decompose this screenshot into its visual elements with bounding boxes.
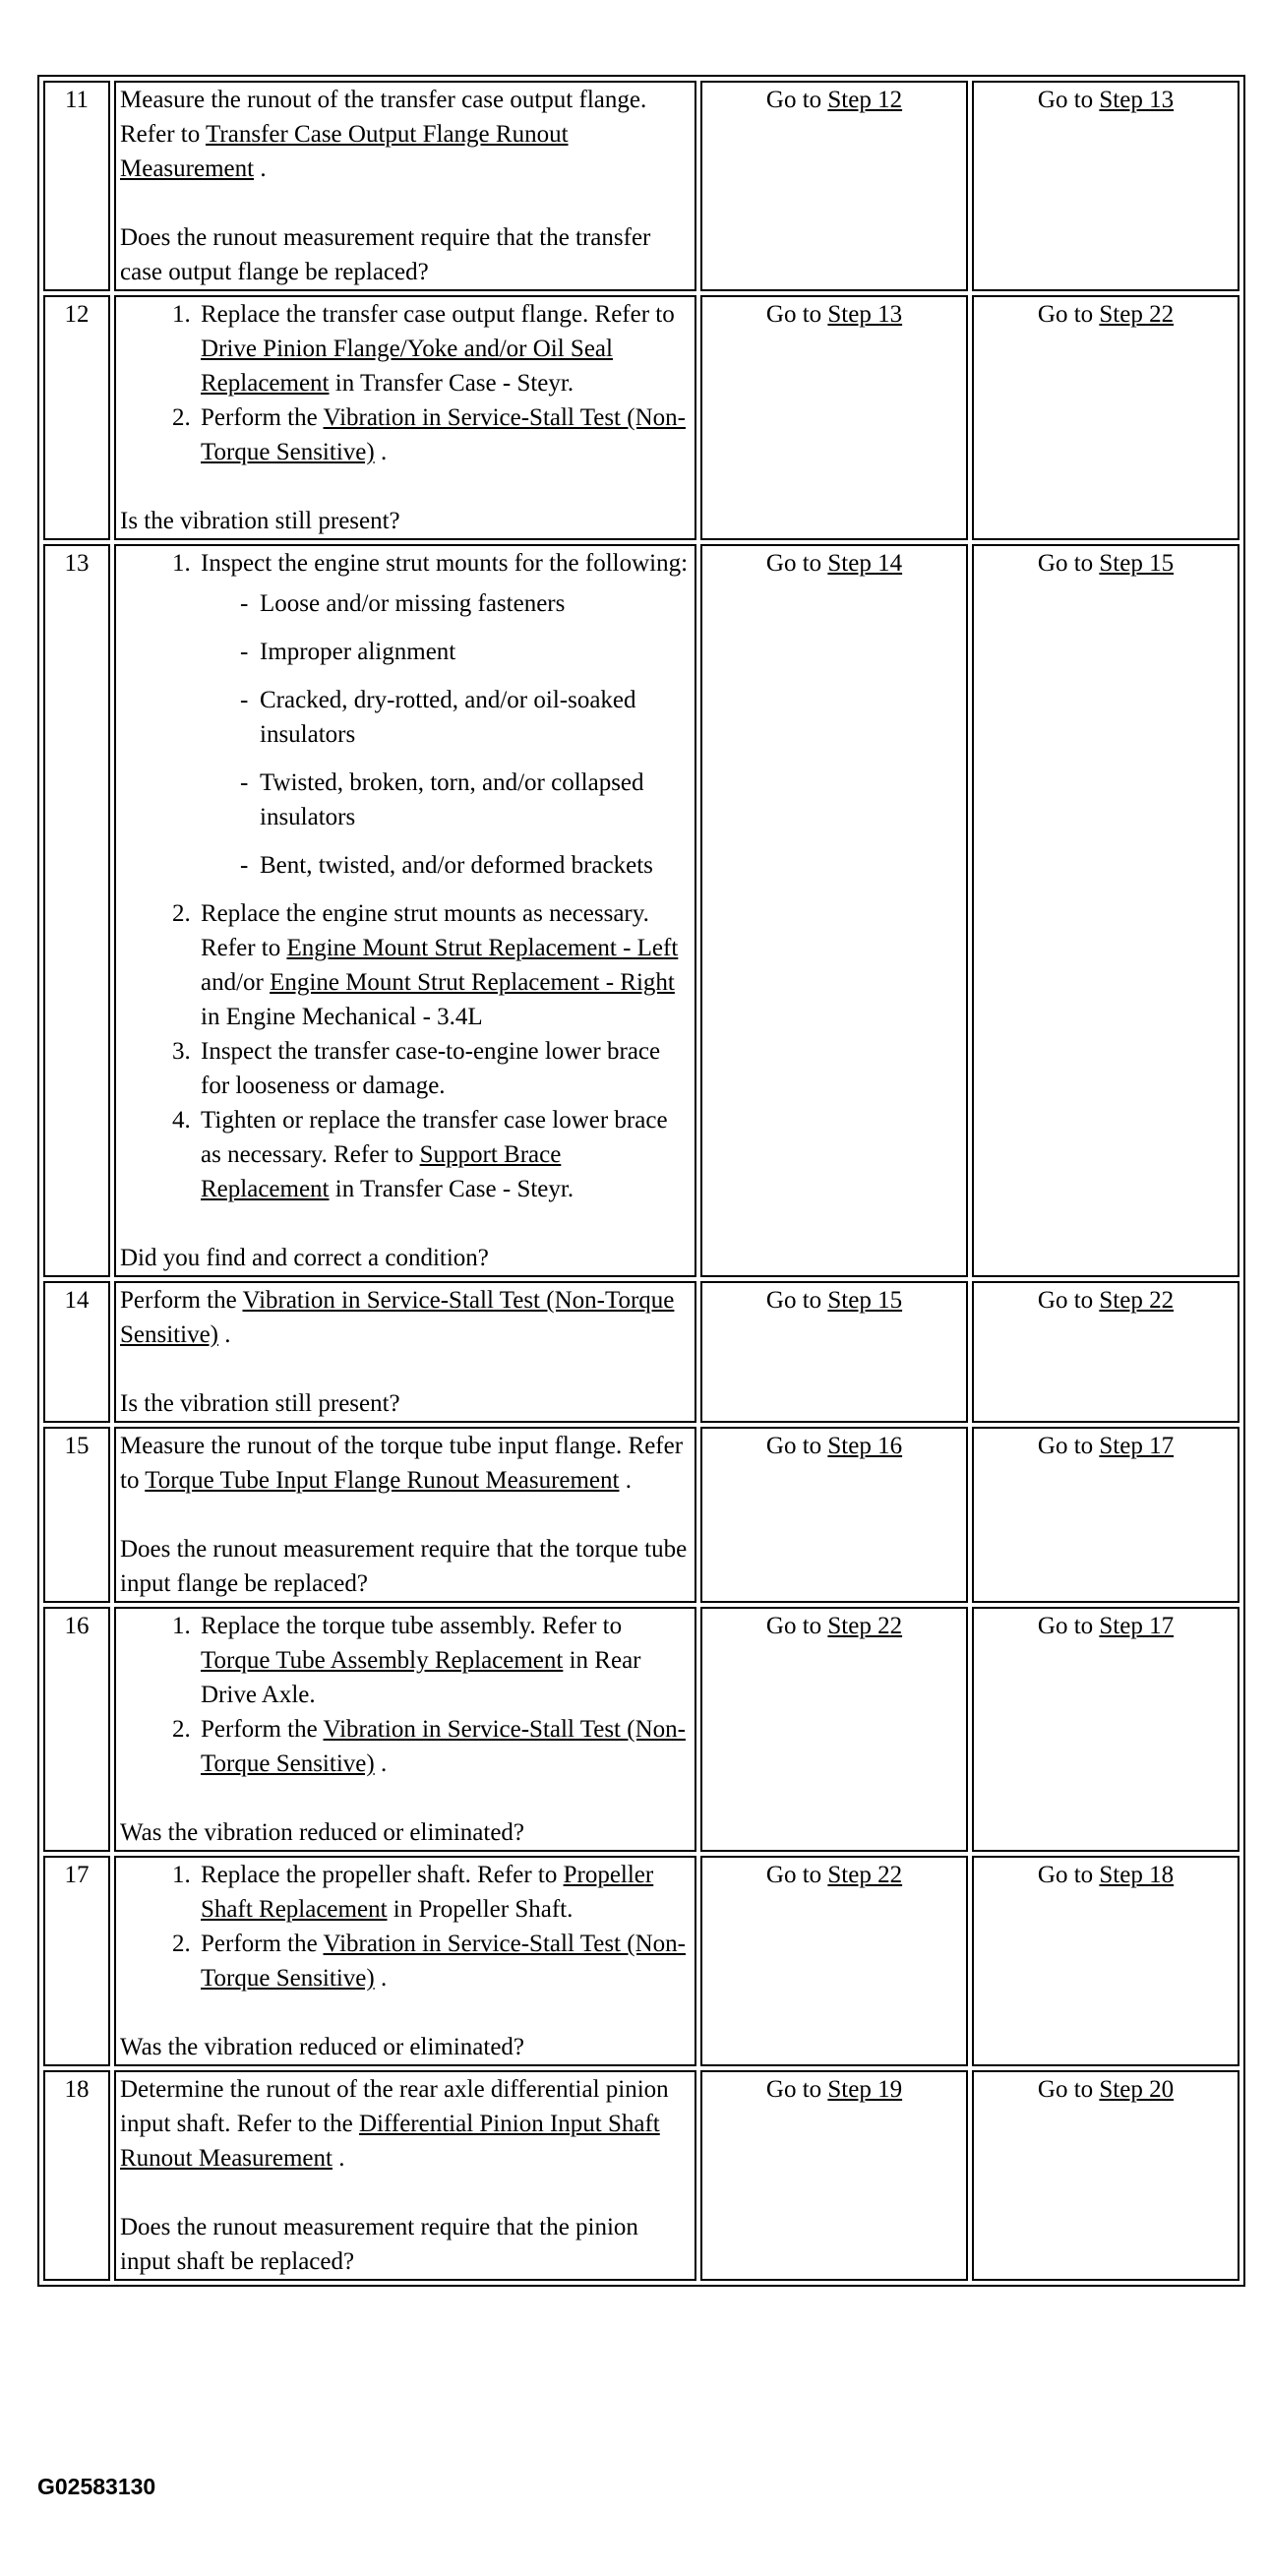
goto-text: Go to (765, 301, 828, 328)
no-outcome (972, 2070, 1239, 2281)
step-number: 13 (43, 544, 110, 1277)
step-action (114, 1427, 696, 1603)
spacer (120, 1995, 691, 2030)
procedure-item (197, 400, 691, 469)
action-text: Replace the transfer case output flange. Refer to (201, 301, 675, 328)
action-text: Inspect the engine strut mounts for the following: (201, 550, 689, 577)
step-action (114, 1607, 696, 1852)
action-text: . (374, 1750, 388, 1777)
no-outcome (972, 81, 1239, 291)
procedure-item (197, 1103, 691, 1206)
goto-text: Go to (765, 1862, 828, 1888)
no-outcome (972, 295, 1239, 540)
reference-link[interactable]: Torque Tube Input Flange Runout Measurement (145, 1467, 620, 1494)
action-text: Replace the torque tube assembly. Refer to (201, 1613, 623, 1639)
procedure-item (197, 896, 691, 1034)
reference-link[interactable]: Drive Pinion Flange/Yoke and/or Oil Seal Replacement (201, 336, 613, 397)
reference-link[interactable]: Propeller Shaft Replacement (201, 1862, 654, 1923)
action-text: . (374, 1965, 388, 1992)
reference-link[interactable]: Vibration in Service-Stall Test (Non-Torque Sensitive) (201, 1931, 686, 1992)
step-link[interactable]: Step 20 (1099, 2076, 1175, 2103)
yes-outcome (700, 1856, 968, 2066)
action-text: . (332, 2145, 345, 2172)
step-link[interactable]: Step 17 (1099, 1433, 1175, 1459)
procedure-list (120, 546, 691, 1206)
action-text: Replace the propeller shaft. Refer to (201, 1862, 564, 1888)
step-number: 14 (43, 1281, 110, 1423)
goto-text: Go to (765, 2076, 828, 2103)
step-link[interactable]: Step 13 (1099, 87, 1175, 113)
action-text: in Transfer Case - Steyr. (329, 370, 574, 397)
inspection-item: - Improper alignment (240, 635, 691, 669)
step-row (43, 295, 1239, 540)
step-question: Was the vibration reduced or eliminated? (120, 2034, 525, 2060)
action-paragraph (120, 1283, 691, 1352)
action-text: . (374, 439, 388, 465)
spacer (120, 2176, 691, 2210)
step-number: 17 (43, 1856, 110, 2066)
step-number: 16 (43, 1607, 110, 1852)
goto-text: Go to (1037, 550, 1100, 577)
action-text: and/or (201, 969, 271, 996)
step-link[interactable]: Step 22 (827, 1613, 903, 1639)
step-question: Is the vibration still present? (120, 1390, 400, 1417)
spacer (120, 1781, 691, 1815)
yes-outcome (700, 1427, 968, 1603)
step-question: Did you find and correct a condition? (120, 1245, 489, 1271)
yes-outcome (700, 295, 968, 540)
step-row (43, 544, 1239, 1277)
action-text: in Transfer Case - Steyr. (329, 1176, 574, 1202)
step-link[interactable]: Step 22 (827, 1862, 903, 1888)
action-text: Inspect the transfer case-to-engine lower brace for looseness or damage. (201, 1038, 661, 1099)
step-action (114, 544, 696, 1277)
procedure-item (197, 546, 691, 883)
spacer (120, 1206, 691, 1241)
inspection-item: - Twisted, broken, torn, and/or collapsed insulators (240, 766, 691, 834)
inspection-list (201, 586, 691, 883)
step-question: Does the runout measurement require that the transfer case output flange be replaced? (120, 224, 651, 285)
goto-text: Go to (765, 87, 828, 113)
procedure-item (197, 297, 691, 400)
no-outcome (972, 1427, 1239, 1603)
inspection-item: - Loose and/or missing fasteners (240, 586, 691, 621)
step-link[interactable]: Step 13 (827, 301, 903, 328)
step-row (43, 2070, 1239, 2281)
yes-outcome (700, 81, 968, 291)
action-text: in Engine Mechanical - 3.4L (201, 1004, 483, 1030)
yes-outcome (700, 1281, 968, 1423)
procedure-item (197, 1609, 691, 1712)
no-outcome (972, 1281, 1239, 1423)
step-question: Does the runout measurement require that the torque tube input flange be replaced? (120, 1536, 688, 1597)
goto-text: Go to (1037, 1613, 1100, 1639)
step-question: Does the runout measurement require that the pinion input shaft be replaced? (120, 2214, 638, 2275)
action-paragraph (120, 83, 691, 186)
inspection-item: - Bent, twisted, and/or deformed brackets (240, 848, 691, 883)
action-paragraph (120, 1429, 691, 1498)
step-link[interactable]: Step 16 (827, 1433, 903, 1459)
step-row (43, 1427, 1239, 1603)
spacer (120, 1498, 691, 1532)
action-text: Replace the engine strut mounts as necessary. Refer to (201, 900, 649, 961)
step-link[interactable]: Step 12 (827, 87, 903, 113)
reference-link[interactable]: Vibration in Service-Stall Test (Non-Torque Sensitive) (201, 404, 686, 465)
spacer (120, 469, 691, 504)
step-action (114, 1856, 696, 2066)
action-text: Perform the (201, 404, 324, 431)
procedure-item (197, 1927, 691, 1995)
step-link[interactable]: Step 22 (1099, 1287, 1175, 1314)
reference-link[interactable]: Support Brace Replacement (201, 1141, 562, 1202)
yes-outcome (700, 544, 968, 1277)
step-number: 15 (43, 1427, 110, 1603)
action-text: Perform the (201, 1716, 324, 1743)
reference-link[interactable]: Transfer Case Output Flange Runout Measurement (120, 121, 569, 182)
goto-text: Go to (1037, 301, 1100, 328)
step-row (43, 81, 1239, 291)
action-text: Measure the runout of the transfer case output flange. Refer to (120, 87, 647, 148)
action-text: Determine the runout of the rear axle differential pinion input shaft. Refer to the (120, 2076, 669, 2137)
procedure-list (120, 1858, 691, 1995)
action-text: Tighten or replace the transfer case lower brace as necessary. Refer to (201, 1107, 668, 1168)
reference-link[interactable]: Engine Mount Strut Replacement - Right (270, 969, 675, 996)
action-text: Perform the (120, 1287, 243, 1314)
goto-text: Go to (765, 550, 828, 577)
reference-link[interactable]: Differential Pinion Input Shaft Runout Measurement (120, 2111, 660, 2172)
step-action (114, 295, 696, 540)
step-number: 12 (43, 295, 110, 540)
steps-table-body (43, 81, 1239, 2281)
figure-id: G02583130 (37, 2474, 156, 2499)
yes-outcome (700, 2070, 968, 2281)
step-link[interactable]: Step 14 (827, 550, 903, 577)
action-text: Measure the runout of the torque tube input flange. Refer to (120, 1433, 684, 1494)
step-link[interactable]: Step 22 (1099, 301, 1175, 328)
step-question: Is the vibration still present? (120, 508, 400, 534)
procedure-list (120, 297, 691, 469)
reference-link[interactable]: Vibration in Service-Stall Test (Non-Torque Sensitive) (201, 1716, 686, 1777)
goto-text: Go to (1037, 87, 1100, 113)
step-link[interactable]: Step 18 (1099, 1862, 1175, 1888)
goto-text: Go to (765, 1613, 828, 1639)
goto-text: Go to (1037, 1287, 1100, 1314)
goto-text: Go to (1037, 2076, 1100, 2103)
procedure-list (120, 1609, 691, 1781)
spacer (120, 1352, 691, 1386)
step-link[interactable]: Step 15 (827, 1287, 903, 1314)
step-question: Was the vibration reduced or eliminated? (120, 1819, 525, 1846)
action-paragraph (120, 2072, 691, 2176)
goto-text: Go to (1037, 1433, 1100, 1459)
spacer (120, 186, 691, 220)
diagnostic-steps-table (37, 75, 1245, 2287)
step-number: 18 (43, 2070, 110, 2281)
no-outcome (972, 1607, 1239, 1852)
no-outcome (972, 1856, 1239, 2066)
action-text: in Propeller Shaft. (387, 1896, 574, 1923)
step-number: 11 (43, 81, 110, 291)
step-action (114, 2070, 696, 2281)
step-link[interactable]: Step 15 (1099, 550, 1175, 577)
action-text: . (619, 1467, 632, 1494)
step-action (114, 1281, 696, 1423)
reference-link[interactable]: Torque Tube Assembly Replacement (201, 1647, 564, 1674)
procedure-item (197, 1858, 691, 1927)
yes-outcome (700, 1607, 968, 1852)
goto-text: Go to (1037, 1862, 1100, 1888)
reference-link[interactable]: Vibration in Service-Stall Test (Non-Torque Sensitive) (120, 1287, 675, 1348)
reference-link[interactable]: Engine Mount Strut Replacement - Left (286, 935, 679, 961)
action-text: in Rear Drive Axle. (201, 1647, 641, 1708)
procedure-item (197, 1712, 691, 1781)
action-text: . (254, 155, 267, 182)
step-link[interactable]: Step 17 (1099, 1613, 1175, 1639)
step-row (43, 1607, 1239, 1852)
goto-text: Go to (765, 1287, 828, 1314)
step-link[interactable]: Step 19 (827, 2076, 903, 2103)
step-row (43, 1281, 1239, 1423)
goto-text: Go to (765, 1433, 828, 1459)
step-row (43, 1856, 1239, 2066)
procedure-item (197, 1034, 691, 1103)
action-text: . (218, 1321, 231, 1348)
step-action (114, 81, 696, 291)
inspection-item: - Cracked, dry-rotted, and/or oil-soaked insulators (240, 683, 691, 752)
action-text: Perform the (201, 1931, 324, 1957)
no-outcome (972, 544, 1239, 1277)
